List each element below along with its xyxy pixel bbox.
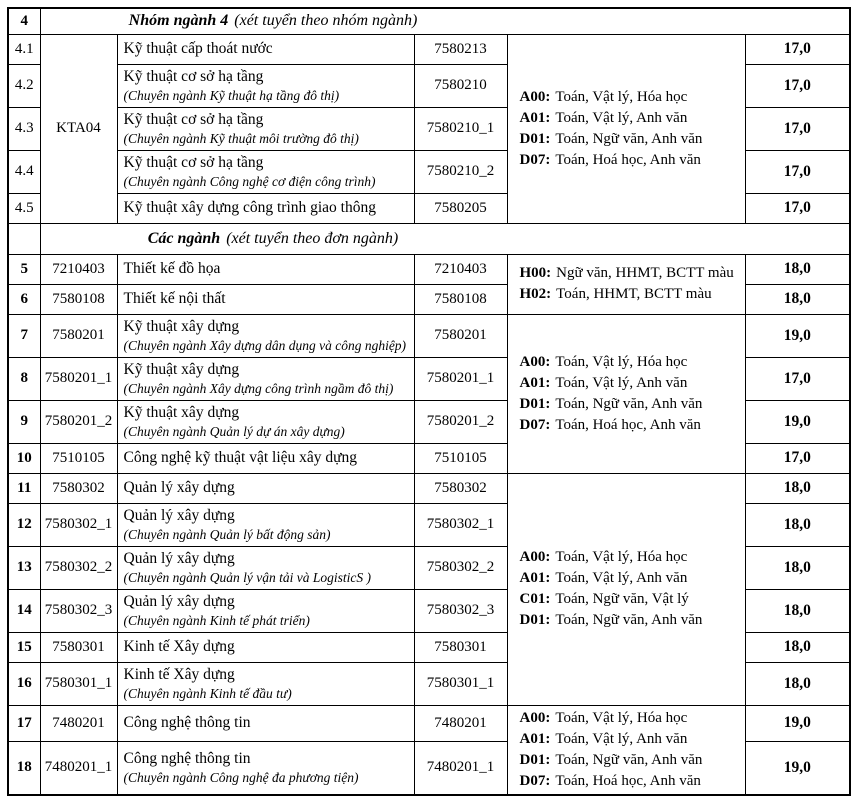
stt-cell: 4.4 xyxy=(8,150,40,193)
subject-combos-cell xyxy=(507,34,745,223)
stt-cell: 10 xyxy=(8,443,40,473)
stt-cell: 4 xyxy=(8,8,40,34)
stt-cell: 11 xyxy=(8,473,40,503)
stt-cell: 18 xyxy=(8,742,40,795)
combo-subjects: Toán, Vật lý, Anh văn xyxy=(555,109,688,126)
major-specialization: (Chuyên ngành Kinh tế đầu tư) xyxy=(123,686,292,701)
major-specialization: (Chuyên ngành Quản lý bất động sản) xyxy=(123,527,331,542)
major-code-cell: 7580201 xyxy=(414,314,507,357)
stt-cell: 7 xyxy=(8,314,40,357)
combo-code: D07: xyxy=(519,772,551,789)
group-code-cell: 7580302 xyxy=(40,473,117,503)
group-code-cell: 7480201_1 xyxy=(40,742,117,795)
major-name-cell xyxy=(117,107,414,150)
group-code-cell: 7580301_1 xyxy=(40,662,117,705)
combo-subjects: Toán, Ngữ văn, Anh văn xyxy=(555,751,703,768)
major-code-cell: 7580302 xyxy=(414,473,507,503)
group-code-cell: 7480201 xyxy=(40,705,117,742)
stt-cell: 4.3 xyxy=(8,107,40,150)
combo-code: A01: xyxy=(519,570,551,586)
table-row xyxy=(8,254,850,284)
combo-subjects: Toán, Ngữ văn, Anh văn xyxy=(555,130,703,147)
group-code-cell: 7580201 xyxy=(40,314,117,357)
score-cell: 18,0 xyxy=(745,254,850,284)
score-cell: 19,0 xyxy=(745,314,850,357)
section-subtitle: (xét tuyển theo đơn ngành) xyxy=(226,229,399,247)
major-name: Kỹ thuật cấp thoát nước xyxy=(123,40,273,57)
combo-line xyxy=(520,394,739,415)
score-cell: 18,0 xyxy=(745,662,850,705)
combo-code: D07: xyxy=(519,151,551,168)
major-name: Công nghệ thông tin xyxy=(123,714,251,732)
major-code-cell: 7480201_1 xyxy=(414,742,507,795)
stt-cell: 4.1 xyxy=(8,34,40,64)
major-name: Thiết kế đồ họa xyxy=(123,260,221,277)
major-name-cell xyxy=(117,632,414,662)
major-code-cell: 7580302_2 xyxy=(414,546,507,589)
combo-subjects: Toán, Vật lý, Hóa học xyxy=(555,549,688,565)
table-row xyxy=(8,223,850,254)
score-cell: 18,0 xyxy=(745,503,850,546)
combo-line xyxy=(520,263,739,284)
major-code-cell: 7580301 xyxy=(414,632,507,662)
major-code-cell: 7580210 xyxy=(414,64,507,107)
stt-cell: 5 xyxy=(8,254,40,284)
combo-line xyxy=(520,129,739,150)
major-name-cell xyxy=(117,473,414,503)
major-name: Quản lý xây dựng xyxy=(123,479,235,496)
combo-line xyxy=(520,750,739,771)
major-specialization: (Chuyên ngành Xây dựng dân dụng và công nghiệp) xyxy=(123,338,407,353)
stt-cell: 12 xyxy=(8,503,40,546)
combo-subjects: Toán, Vật lý, Hóa học xyxy=(555,88,688,105)
combo-line xyxy=(520,729,739,750)
score-cell: 17,0 xyxy=(745,193,850,223)
major-code-cell: 7580210_1 xyxy=(414,107,507,150)
combo-code: A00: xyxy=(519,88,551,105)
stt-cell: 8 xyxy=(8,357,40,400)
major-name: Quản lý xây dựng xyxy=(123,507,235,524)
major-code-cell: 7580213 xyxy=(414,34,507,64)
major-specialization: (Chuyên ngành Quản lý vận tải và LogisticS ) xyxy=(123,570,371,585)
group-code-cell: 7580108 xyxy=(40,284,117,314)
major-name: Quản lý xây dựng xyxy=(123,593,235,610)
combo-code: C01: xyxy=(519,591,551,607)
combo-line xyxy=(520,352,739,373)
major-specialization: (Chuyên ngành Kỹ thuật hạ tầng đô thị) xyxy=(123,88,340,103)
major-name-cell xyxy=(117,357,414,400)
stt-cell: 13 xyxy=(8,546,40,589)
major-specialization: (Chuyên ngành Kinh tế phát triển) xyxy=(123,613,310,628)
score-cell: 19,0 xyxy=(745,742,850,795)
table-row xyxy=(8,314,850,357)
major-specialization: (Chuyên ngành Kỹ thuật môi trường đô thị) xyxy=(123,131,359,146)
combo-code: D07: xyxy=(519,416,551,433)
combo-subjects: Toán, Ngữ văn, Vật lý xyxy=(555,591,689,607)
combo-line xyxy=(520,589,739,610)
score-cell: 19,0 xyxy=(745,705,850,742)
admission-score-table xyxy=(7,7,851,796)
table-row xyxy=(8,8,850,34)
combo-line xyxy=(520,547,739,568)
combo-line xyxy=(520,415,739,436)
major-code-cell: 7580210_2 xyxy=(414,150,507,193)
group-code-cell: 7510105 xyxy=(40,443,117,473)
combo-code: A00: xyxy=(519,709,551,726)
major-code-cell: 7580302_1 xyxy=(414,503,507,546)
table-row xyxy=(8,473,850,503)
score-cell: 17,0 xyxy=(745,443,850,473)
group-code-cell: 7580302_2 xyxy=(40,546,117,589)
group-code-cell: 7580201_1 xyxy=(40,357,117,400)
major-code-cell: 7580301_1 xyxy=(414,662,507,705)
section-subtitle: (xét tuyển theo nhóm ngành) xyxy=(234,12,418,30)
section-header xyxy=(41,12,506,30)
major-code-cell: 7480201 xyxy=(414,705,507,742)
major-name-cell xyxy=(117,546,414,589)
combo-subjects: Toán, Ngữ văn, Anh văn xyxy=(555,612,703,628)
combo-line xyxy=(520,568,739,589)
section-header-cell xyxy=(40,223,850,254)
major-code-cell: 7210403 xyxy=(414,254,507,284)
section-header-cell xyxy=(40,8,850,34)
combo-code: A01: xyxy=(519,109,551,126)
major-name: Kỹ thuật cơ sở hạ tầng xyxy=(123,154,264,171)
combo-code: A01: xyxy=(519,374,551,391)
major-name: Kỹ thuật cơ sở hạ tầng xyxy=(123,111,264,128)
score-cell: 17,0 xyxy=(745,64,850,107)
major-name-cell xyxy=(117,742,414,795)
combo-subjects: Toán, Hoá học, Anh văn xyxy=(555,772,701,789)
combo-code: A01: xyxy=(519,730,551,747)
combo-line xyxy=(520,150,739,171)
combo-code: H02: xyxy=(519,286,552,302)
group-code-cell: 7210403 xyxy=(40,254,117,284)
major-code-cell: 7580201_1 xyxy=(414,357,507,400)
score-cell: 17,0 xyxy=(745,357,850,400)
major-code-cell: 7580302_3 xyxy=(414,589,507,632)
major-specialization: (Chuyên ngành Quản lý dự án xây dựng) xyxy=(123,424,345,439)
combo-line xyxy=(520,610,739,631)
section-title: Các ngành xyxy=(147,229,221,247)
stt-cell: 6 xyxy=(8,284,40,314)
major-name-cell xyxy=(117,314,414,357)
section-header xyxy=(41,230,506,248)
group-code-cell: KTA04 xyxy=(40,34,117,223)
major-name-cell xyxy=(117,400,414,443)
major-name: Kỹ thuật xây dựng xyxy=(123,318,240,335)
combo-code: H00: xyxy=(519,265,552,281)
combo-line xyxy=(520,87,739,108)
score-cell: 18,0 xyxy=(745,284,850,314)
score-cell: 18,0 xyxy=(745,589,850,632)
table-row xyxy=(8,705,850,742)
major-name: Kỹ thuật xây dựng xyxy=(123,404,240,421)
score-cell: 18,0 xyxy=(745,632,850,662)
stt-cell: 16 xyxy=(8,662,40,705)
major-specialization: (Chuyên ngành Xây dựng công trình ngầm đô thị) xyxy=(123,381,394,396)
score-cell: 17,0 xyxy=(745,150,850,193)
combo-subjects: Toán, Ngữ văn, Anh văn xyxy=(555,395,703,412)
group-code-cell: 7580302_1 xyxy=(40,503,117,546)
score-cell: 17,0 xyxy=(745,34,850,64)
combo-subjects: Toán, HHMT, BCTT màu xyxy=(556,286,712,302)
stt-cell: 4.5 xyxy=(8,193,40,223)
group-code-cell: 7580301 xyxy=(40,632,117,662)
combo-line xyxy=(520,373,739,394)
major-name: Kinh tế Xây dựng xyxy=(123,638,235,655)
major-name-cell xyxy=(117,64,414,107)
combo-subjects: Toán, Vật lý, Anh văn xyxy=(555,570,688,586)
major-code-cell: 7580201_2 xyxy=(414,400,507,443)
combo-line xyxy=(520,284,739,305)
major-name: Công nghệ thông tin xyxy=(123,750,251,768)
major-name-cell xyxy=(117,662,414,705)
group-code-cell: 7580302_3 xyxy=(40,589,117,632)
major-name: Kỹ thuật xây dựng xyxy=(123,361,240,378)
stt-cell xyxy=(8,223,40,254)
subject-combos-cell xyxy=(507,705,745,795)
combo-subjects: Ngữ văn, HHMT, BCTT màu xyxy=(556,265,734,281)
score-cell: 19,0 xyxy=(745,400,850,443)
major-name-cell xyxy=(117,589,414,632)
stt-cell: 9 xyxy=(8,400,40,443)
stt-cell: 15 xyxy=(8,632,40,662)
section-title: Nhóm ngành 4 xyxy=(128,12,229,30)
combo-line xyxy=(520,771,739,792)
stt-cell: 14 xyxy=(8,589,40,632)
combo-subjects: Toán, Vật lý, Hóa học xyxy=(555,353,688,370)
combo-subjects: Toán, Vật lý, Anh văn xyxy=(555,374,688,391)
subject-combos-cell xyxy=(507,314,745,473)
combo-code: D01: xyxy=(519,130,551,147)
major-name: Quản lý xây dựng xyxy=(123,550,235,567)
major-name-cell xyxy=(117,284,414,314)
stt-cell: 17 xyxy=(8,705,40,742)
combo-code: D01: xyxy=(519,395,551,412)
combo-subjects: Toán, Hoá học, Anh văn xyxy=(555,416,701,433)
combo-subjects: Toán, Hoá học, Anh văn xyxy=(555,151,701,168)
major-code-cell: 7580205 xyxy=(414,193,507,223)
score-cell: 17,0 xyxy=(745,107,850,150)
combo-code: A00: xyxy=(519,549,551,565)
stt-cell: 4.2 xyxy=(8,64,40,107)
combo-line xyxy=(520,108,739,129)
combo-code: D01: xyxy=(519,612,551,628)
combo-subjects: Toán, Vật lý, Hóa học xyxy=(555,709,688,726)
major-name: Kỹ thuật cơ sở hạ tầng xyxy=(123,68,264,85)
combo-subjects: Toán, Vật lý, Anh văn xyxy=(555,730,688,747)
subject-combos-cell xyxy=(507,254,745,314)
score-cell: 18,0 xyxy=(745,546,850,589)
major-name-cell xyxy=(117,34,414,64)
combo-code: A00: xyxy=(519,353,551,370)
major-name-cell xyxy=(117,443,414,473)
score-cell: 18,0 xyxy=(745,473,850,503)
major-specialization: (Chuyên ngành Công nghệ cơ điện công trình) xyxy=(123,174,376,189)
major-name-cell xyxy=(117,503,414,546)
major-name: Kỹ thuật xây dựng công trình giao thông xyxy=(123,199,376,216)
major-name-cell xyxy=(117,193,414,223)
major-specialization: (Chuyên ngành Công nghệ đa phương tiện) xyxy=(123,770,359,786)
major-name-cell xyxy=(117,705,414,742)
major-code-cell: 7510105 xyxy=(414,443,507,473)
major-name-cell xyxy=(117,254,414,284)
subject-combos-cell xyxy=(507,473,745,705)
major-code-cell: 7580108 xyxy=(414,284,507,314)
major-name: Kinh tế Xây dựng xyxy=(123,666,235,683)
group-code-cell: 7580201_2 xyxy=(40,400,117,443)
major-name: Công nghệ kỹ thuật vật liệu xây dựng xyxy=(123,449,358,466)
combo-line xyxy=(520,708,739,729)
major-name-cell xyxy=(117,150,414,193)
table-row xyxy=(8,34,850,64)
major-name: Thiết kế nội thất xyxy=(123,290,226,307)
combo-code: D01: xyxy=(519,751,551,768)
